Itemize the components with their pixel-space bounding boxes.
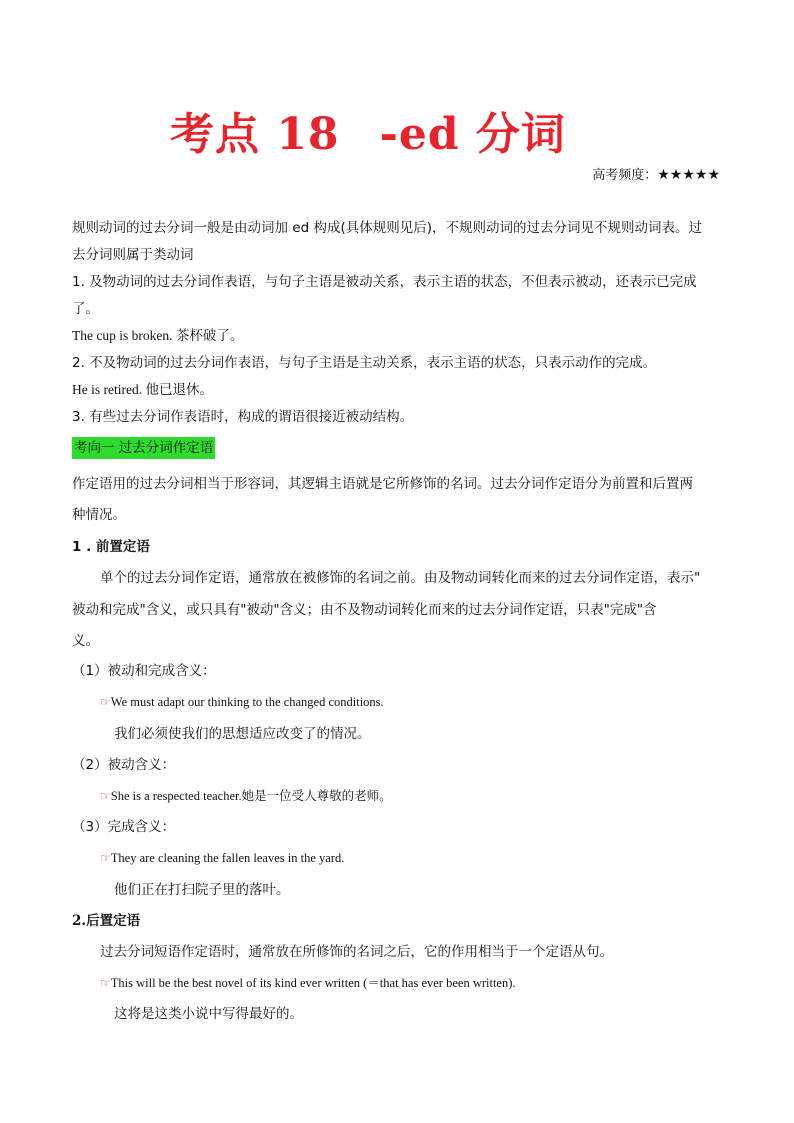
- post-attributive-heading: 2.后置定语: [72, 913, 141, 929]
- case3-example-text: They are cleaning the fallen leaves in the yard.: [110, 851, 345, 865]
- section-heading-highlight: 考向一 过去分词作定语: [72, 437, 215, 459]
- page-title: [170, 98, 566, 162]
- case3-example: [100, 848, 344, 868]
- case1-example-text: We must adapt our thinking to the changed conditions.: [110, 695, 384, 709]
- pre-desc-line1: 单个的过去分词作定语，通常放在被修饰的名词之前。由及物动词转化而来的过去分词作定语，表示": [100, 570, 701, 586]
- case2-example-text: She is a respected teacher.她是一位受人尊敬的老师。: [110, 789, 392, 803]
- intro-item3: 3. 有些过去分词作表语时，构成的谓语很接近被动结构。: [72, 409, 414, 425]
- pointing-hand-icon: ☞: [100, 695, 111, 709]
- section-desc-line1: 作定语用的过去分词相当于形容词，其逻辑主语就是它所修饰的名词。过去分词作定语分为前置和后置两: [72, 476, 693, 492]
- pointing-hand-icon: ☞: [100, 851, 111, 865]
- post-example: [100, 973, 516, 993]
- intro-item2: 2. 不及物动词的过去分词作表语，与句子主语是主动关系，表示主语的状态，只表示动作的完成。: [72, 355, 657, 371]
- case1-translation: 我们必须使我们的思想适应改变了的情况。: [114, 726, 371, 742]
- intro-item2-example: He is retired. 他已退休。: [72, 382, 213, 397]
- post-example-text: This will be the best novel of its kind ever written (＝that has ever been written).: [110, 976, 516, 990]
- frequency-rating: [592, 164, 720, 183]
- intro-item1-line2: 了。: [72, 301, 99, 317]
- intro-item1-example: The cup is broken. 茶杯破了。: [72, 328, 244, 343]
- pointing-hand-icon: ☞: [100, 976, 111, 990]
- post-translation: 这将是这类小说中写得最好的。: [114, 1006, 303, 1022]
- pre-desc-line3: 义。: [72, 633, 99, 649]
- case3-translation: 他们正在打扫院子里的落叶。: [114, 882, 290, 898]
- intro-item1-line1: 1. 及物动词的过去分词作表语，与句子主语是被动关系，表示主语的状态，不但表示被动，还表示已完成: [72, 274, 697, 290]
- case2-label: （2）被动含义：: [72, 757, 176, 773]
- title-part1: 考点 18: [170, 109, 340, 160]
- section-desc-line2: 种情况。: [72, 507, 126, 523]
- case1-example: [100, 692, 384, 712]
- pre-desc-line2: 被动和完成"含义，或只具有"被动"含义；由不及物动词转化而来的过去分词作定语，只表"完成"含: [72, 602, 657, 618]
- pointing-hand-icon: ☞: [100, 789, 111, 803]
- frequency-label: 高考频度：: [592, 168, 658, 183]
- pre-attributive-heading: 1 . 前置定语: [72, 539, 150, 555]
- title-part2: -ed 分词: [379, 109, 566, 160]
- intro-paragraph-line1: 规则动词的过去分词一般是由动词加 ed 构成(具体规则见后)，不规则动词的过去分词见不规则动词表。过: [72, 220, 702, 236]
- star-rating-icon: ★★★★★: [657, 167, 720, 183]
- intro-paragraph-line2: 去分词则属于类动词: [72, 247, 194, 263]
- case2-example: [100, 786, 392, 806]
- case1-label: （1）被动和完成含义：: [72, 663, 216, 679]
- case3-label: （3）完成含义：: [72, 819, 176, 835]
- post-desc-line1: 过去分词短语作定语时，通常放在所修饰的名词之后，它的作用相当于一个定语从句。: [100, 944, 613, 960]
